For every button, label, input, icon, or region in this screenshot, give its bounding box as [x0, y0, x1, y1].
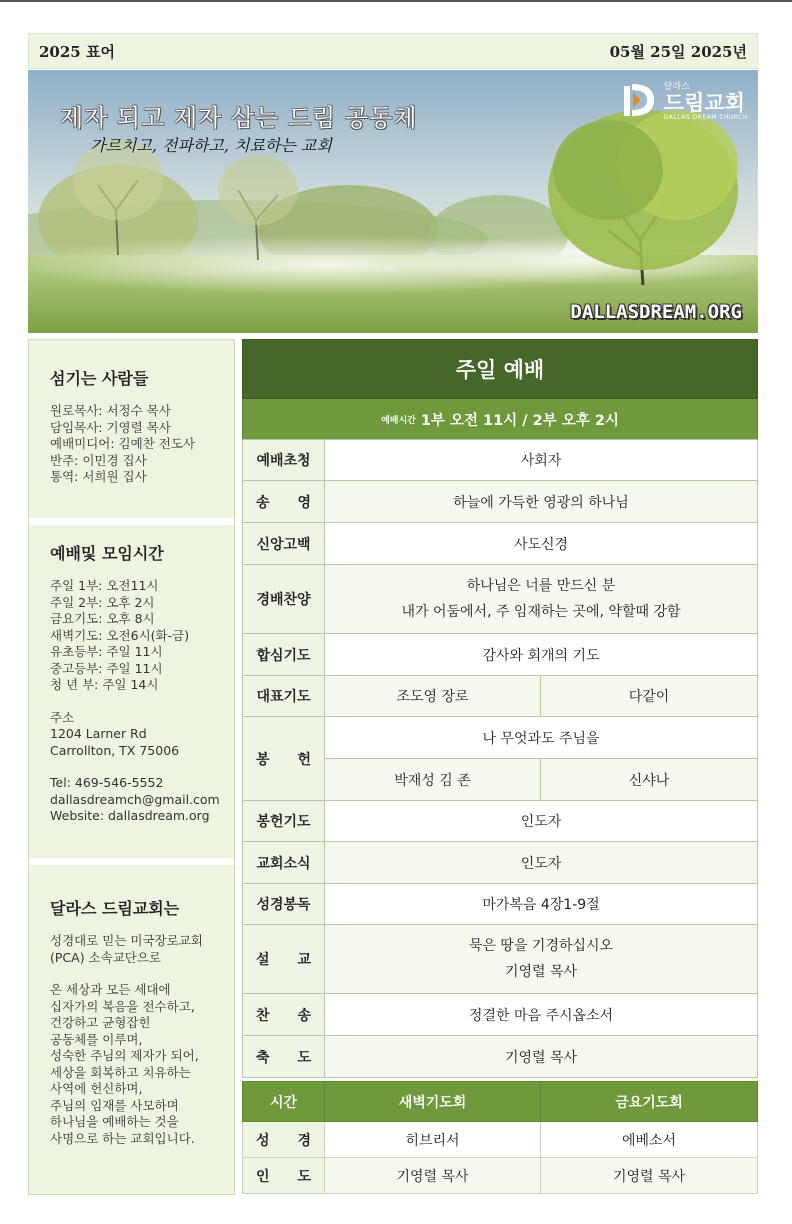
- prayer-label: 인 도: [243, 1158, 325, 1194]
- about-line: 하나님을 예배하는 것을: [50, 1114, 179, 1129]
- order-value: [325, 925, 758, 994]
- website-line: Website: dallasdream.org: [50, 808, 210, 823]
- prayer-row: [243, 1122, 758, 1158]
- address-line: Carrollton, TX 75006: [50, 742, 180, 758]
- servant-line: 원로목사: 서정수 목사: [50, 403, 171, 418]
- order-label: 성경봉독: [243, 884, 325, 925]
- prayer-friday-value: 기영렬 목사: [541, 1158, 758, 1194]
- order-label: 신앙고백: [243, 523, 325, 565]
- prayer-header: 시간: [243, 1082, 325, 1122]
- sermon-title: 묵은 땅을 기경하십시오: [468, 938, 614, 954]
- prayer-dawn-value: 기영렬 목사: [325, 1158, 541, 1194]
- about-line: 사명으로 하는 교회입니다.: [50, 1130, 195, 1146]
- about-line: 사역에 헌신하며,: [50, 1081, 143, 1096]
- about-line: 건강하고 균형잡힌: [50, 1015, 151, 1030]
- prayer-row: [243, 1158, 758, 1194]
- order-value-left: 박재성 김 존: [325, 759, 541, 801]
- about-line: 온 세상과 모든 세대에: [50, 982, 171, 997]
- prayer-label: 성 경: [243, 1122, 325, 1158]
- order-row: [243, 634, 758, 676]
- order-value: 하늘에 가득한 영광의 하나님: [325, 481, 758, 523]
- servant-line: 반주: 이민경 집사: [50, 452, 147, 468]
- order-row: [243, 440, 758, 481]
- servant-line: 담임목사: 기영렬 목사: [50, 419, 171, 435]
- schedule-line: 중고등부: 주일 11시: [50, 660, 163, 676]
- praise-song-1: 하나님은 너를 만드신 분: [466, 578, 616, 594]
- section-divider: [29, 858, 234, 865]
- about-line: 주님의 임재를 사모하며: [50, 1097, 179, 1113]
- order-label: 합심기도: [243, 634, 325, 676]
- bulletin-date: 05월 25일 2025년: [609, 42, 747, 61]
- section-divider: [29, 518, 234, 525]
- sermon-preacher: 기영렬 목사: [504, 964, 578, 980]
- order-value-right: 다같이: [541, 676, 758, 717]
- email-address: dallasdreamch@gmail.com: [50, 791, 220, 807]
- order-value: 감사와 회개의 기도: [325, 634, 758, 676]
- schedule-line: 주일 2부: 오후 2시: [50, 594, 155, 610]
- about-line: 세상을 회복하고 치유하는: [50, 1064, 191, 1080]
- motto-label: 2025 표어: [39, 42, 115, 61]
- prayer-header: 새벽기도회: [325, 1082, 541, 1122]
- prayer-dawn-value: 히브리서: [325, 1122, 541, 1158]
- about-line: 십자가의 복음을 전수하고,: [50, 998, 195, 1014]
- order-label: 설 교: [243, 925, 325, 994]
- prayer-header-row: [243, 1082, 758, 1122]
- logo-small-text: 달라스: [663, 82, 690, 92]
- banner-image: [28, 70, 758, 333]
- order-row: [243, 884, 758, 925]
- sidebar: [28, 339, 235, 1195]
- schedule-line: 새벽기도: 오전6시(화-금): [50, 627, 190, 643]
- servants-title: 섬기는 사람들: [50, 369, 149, 388]
- church-logo: [620, 78, 748, 122]
- website-url: DALLASDREAM.ORG: [570, 301, 742, 323]
- order-label: 봉 헌: [243, 717, 325, 801]
- prayer-header: 금요기도회: [541, 1082, 758, 1122]
- schedule-line: 유초등부: 주일 11시: [50, 644, 163, 659]
- header-bar: [28, 33, 758, 69]
- worship-time-bar: [242, 399, 758, 439]
- order-label: 경배찬양: [243, 565, 325, 634]
- worship-title: 주일 예배: [242, 339, 758, 399]
- about-line: 공동체를 이루며,: [50, 1031, 143, 1047]
- order-value: 정결한 마음 주시옵소서: [325, 994, 758, 1036]
- order-value-left: 조도영 장로: [325, 676, 541, 717]
- order-table: [242, 439, 758, 1078]
- order-label: 찬 송: [243, 994, 325, 1036]
- prayer-friday-value: 에베소서: [541, 1122, 758, 1158]
- order-value: [325, 565, 758, 634]
- order-row: [243, 925, 758, 994]
- banner-title: 제자 되고 제자 삼는 드림 공동체: [60, 104, 418, 132]
- order-value: 인도자: [325, 842, 758, 884]
- worship-time: 1부 오전 11시 / 2부 오후 2시: [420, 412, 619, 429]
- schedule-section: [29, 541, 234, 825]
- address-label: 주소: [50, 709, 75, 725]
- order-label: 대표기도: [243, 676, 325, 717]
- order-value: 사회자: [325, 440, 758, 481]
- order-value: 기영렬 목사: [325, 1036, 758, 1078]
- order-label: 예배초청: [243, 440, 325, 481]
- order-label: 송 영: [243, 481, 325, 523]
- worship-time-label: 예배시간: [381, 415, 416, 426]
- logo-english: DALLAS DREAM CHURCH: [663, 114, 748, 121]
- schedule-line: 주일 1부: 오전11시: [50, 578, 159, 593]
- schedule-line: 금요기도: 오후 8시: [50, 611, 155, 626]
- logo-name: 드림교회: [663, 91, 745, 115]
- servant-line: 통역: 서희원 집사: [50, 469, 147, 484]
- about-title: 달라스 드림교회는: [50, 899, 180, 918]
- order-row: [243, 523, 758, 565]
- servant-line: 예배미디어: 김예찬 전도사: [50, 436, 195, 451]
- order-row: [243, 481, 758, 523]
- order-row: [243, 842, 758, 884]
- order-row: [243, 676, 758, 717]
- order-label: 교회소식: [243, 842, 325, 884]
- about-line: 성경대로 믿는 미국장로교회: [50, 933, 203, 948]
- top-rule: [0, 0, 792, 2]
- praise-song-2: 내가 어둠에서, 주 임재하는 곳에, 약할때 강함: [401, 604, 681, 620]
- order-row: [243, 1036, 758, 1078]
- schedule-title: 예배및 모임시간: [50, 544, 164, 563]
- order-value: 마가복음 4장1-9절: [325, 884, 758, 925]
- about-line: 성숙한 주님의 제자가 되어,: [50, 1048, 199, 1063]
- address-line: 1204 Larner Rd: [50, 726, 147, 741]
- order-value-right: 신샤나: [541, 759, 758, 801]
- order-value: 사도신경: [325, 523, 758, 565]
- about-section: [29, 896, 234, 1147]
- order-row: [243, 717, 758, 759]
- schedule-line: 청 년 부: 주일 14시: [50, 677, 159, 692]
- about-line: (PCA) 소속교단으로: [50, 949, 161, 965]
- order-value: 인도자: [325, 801, 758, 842]
- offering-song: 나 무엇과도 주님을: [325, 717, 758, 759]
- order-row: [243, 801, 758, 842]
- servants-section: [29, 366, 234, 486]
- phone-number: Tel: 469-546-5552: [50, 775, 164, 790]
- banner-subtitle: 가르치고, 전파하고, 치료하는 교회: [90, 136, 332, 155]
- order-row: [243, 565, 758, 634]
- order-label: 축 도: [243, 1036, 325, 1078]
- worship-order: [242, 339, 758, 1078]
- order-label: 봉헌기도: [243, 801, 325, 842]
- prayer-meeting-table: [242, 1081, 758, 1194]
- dream-church-logo-icon: [620, 78, 660, 122]
- order-row: [243, 994, 758, 1036]
